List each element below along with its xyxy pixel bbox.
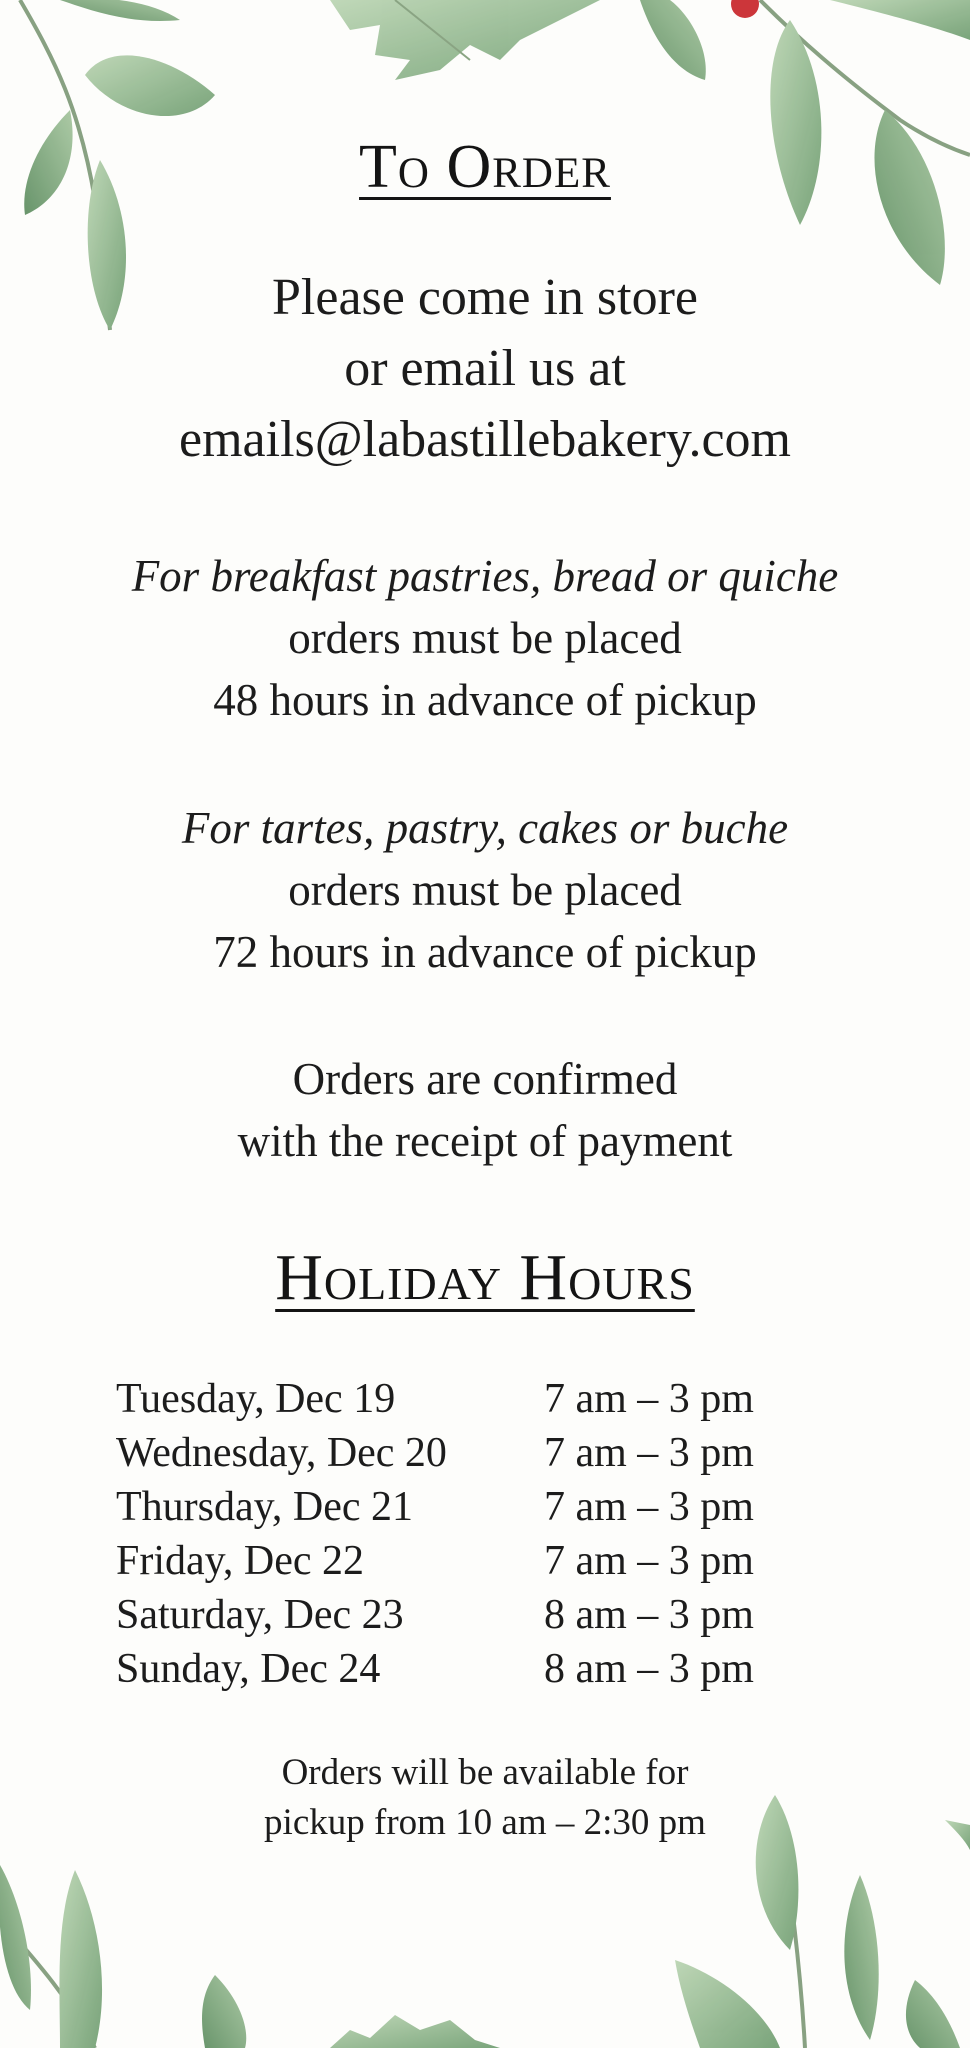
top-holly <box>330 0 600 80</box>
holly-leaf-icon <box>330 2015 500 2048</box>
tartes-order-rule <box>0 797 970 983</box>
pickup-line: Orders will be available for <box>281 1752 689 1793</box>
to-order-heading: To Order <box>359 133 611 201</box>
bakery-email: emails@labastillebakery.com <box>179 411 791 468</box>
confirmation-line: Orders are confirmed <box>292 1054 678 1104</box>
leaf-icon <box>85 55 215 116</box>
breakfast-rule-line: orders must be placed <box>288 613 682 663</box>
hours-row <box>116 1426 836 1480</box>
hours-day: Saturday, Dec 23 <box>116 1592 404 1638</box>
leaf-icon <box>0 1865 31 2010</box>
tartes-rule-line: orders must be placed <box>288 865 682 915</box>
berry-icon <box>731 0 759 18</box>
hours-time: 7 am – 3 pm <box>544 1430 754 1476</box>
holly-leaf-icon <box>330 0 600 80</box>
instruction-line: Please come in store <box>272 269 698 326</box>
breakfast-order-rule <box>0 545 970 731</box>
breakfast-lead-time: 48 hours in advance of pickup <box>213 675 757 725</box>
leaf-icon <box>640 0 706 80</box>
confirmation-line: with the receipt of payment <box>237 1116 733 1166</box>
pickup-line: pickup from 10 am – 2:30 pm <box>264 1802 706 1843</box>
order-instructions <box>0 262 970 475</box>
hours-time: 8 am – 3 pm <box>544 1646 754 1692</box>
holiday-hours-heading: Holiday Hours <box>275 1241 695 1314</box>
hours-row <box>116 1480 836 1534</box>
hours-row <box>116 1372 836 1426</box>
hours-day: Thursday, Dec 21 <box>116 1484 414 1530</box>
breakfast-items: For breakfast pastries, bread or quiche <box>131 551 839 601</box>
payment-confirmation-note <box>0 1048 970 1172</box>
hours-time: 8 am – 3 pm <box>544 1592 754 1638</box>
bottom-left-branch <box>0 1865 500 2048</box>
tartes-lead-time: 72 hours in advance of pickup <box>213 927 757 977</box>
leaf-icon <box>830 0 970 40</box>
holiday-hours-table <box>116 1372 836 1696</box>
hours-day: Sunday, Dec 24 <box>116 1646 381 1692</box>
hours-time: 7 am – 3 pm <box>544 1538 754 1584</box>
pickup-window-note <box>0 1748 970 1848</box>
leaf-icon <box>202 1975 246 2048</box>
hours-row <box>116 1588 836 1642</box>
hours-row <box>116 1642 836 1696</box>
hours-time: 7 am – 3 pm <box>544 1484 754 1530</box>
hours-time: 7 am – 3 pm <box>544 1376 754 1422</box>
hours-row <box>116 1534 836 1588</box>
hours-day: Tuesday, Dec 19 <box>116 1376 396 1422</box>
leaf-icon <box>844 1875 878 2040</box>
hours-day: Friday, Dec 22 <box>116 1538 365 1584</box>
leaf-icon <box>59 1870 102 2048</box>
leaf-icon <box>906 1980 960 2048</box>
leaf-icon <box>60 0 180 21</box>
tartes-items: For tartes, pastry, cakes or buche <box>181 803 789 853</box>
leaf-icon <box>675 1960 780 2048</box>
hours-day: Wednesday, Dec 20 <box>116 1430 447 1476</box>
instruction-line: or email us at <box>344 340 626 397</box>
